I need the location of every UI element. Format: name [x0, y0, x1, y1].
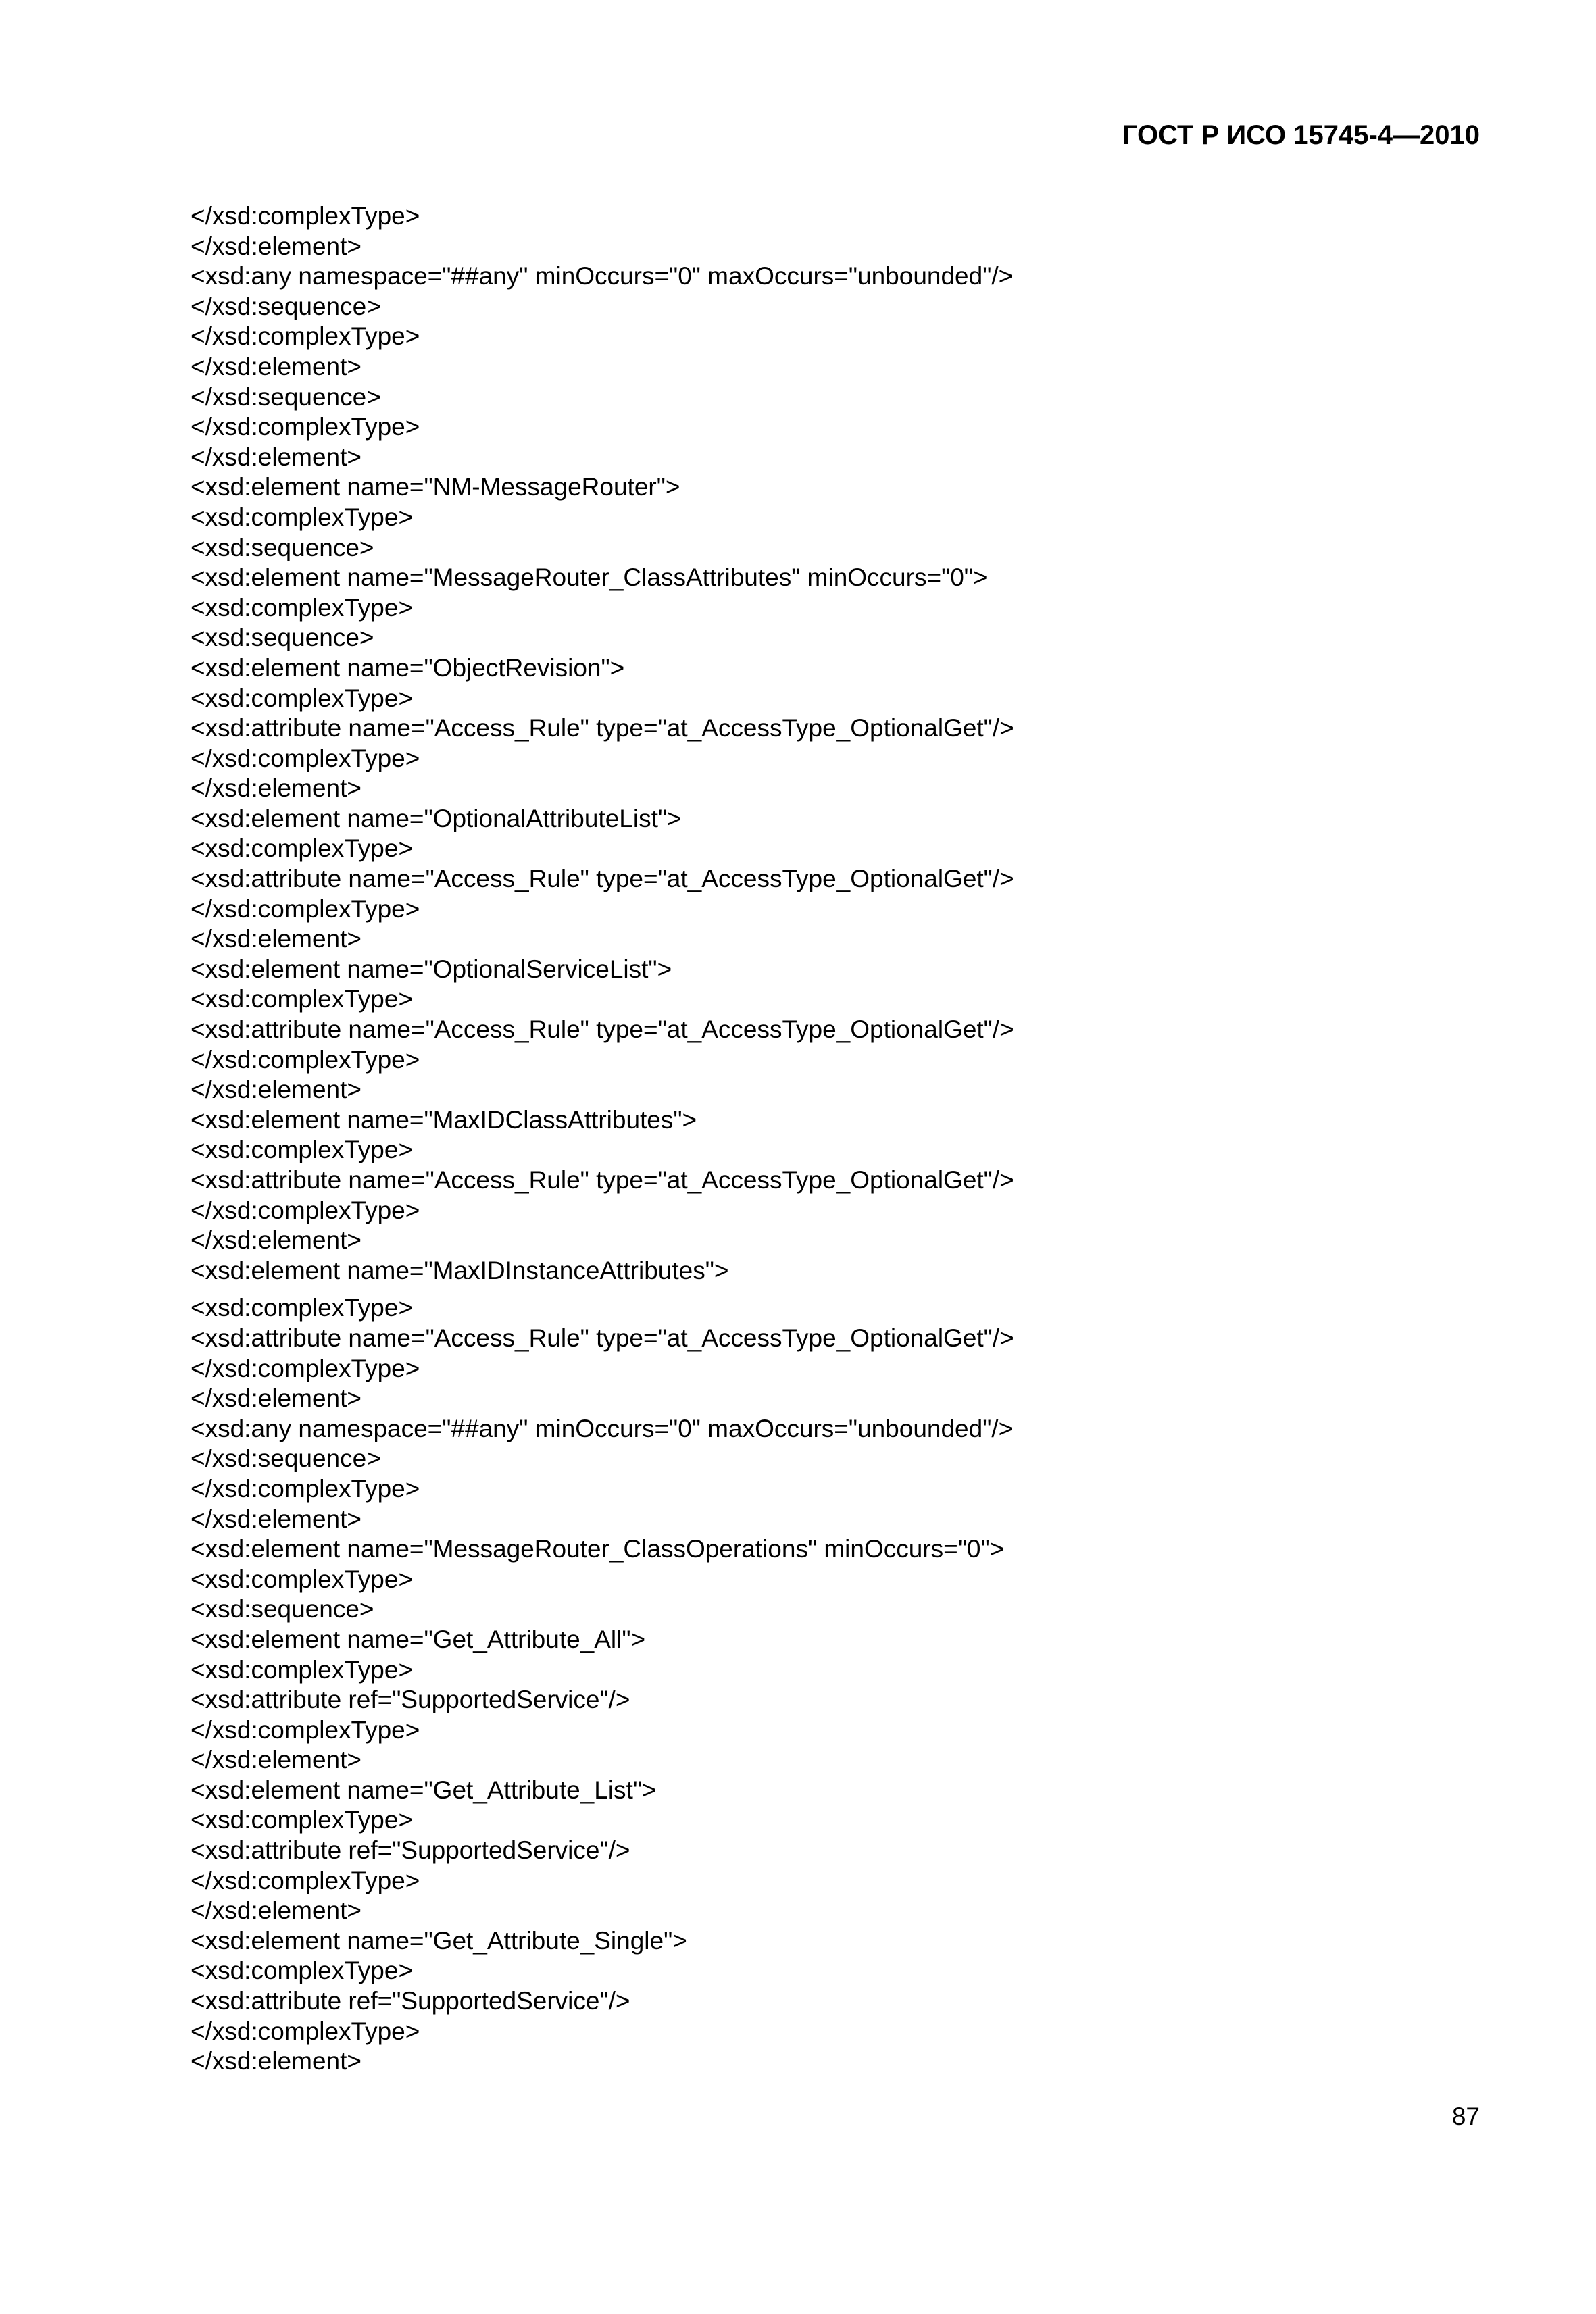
code-line: </xsd:element> [191, 925, 361, 953]
code-line: </xsd:element> [191, 1384, 361, 1413]
code-line: <xsd:sequence> [191, 1595, 374, 1624]
code-line: </xsd:complexType> [191, 1354, 420, 1382]
xsd-code-block [191, 201, 1014, 2077]
code-line: <xsd:attribute name="Access_Rule" type="at_AccessType_OptionalGet"/> [191, 865, 1014, 893]
code-line: <xsd:element name="Get_Attribute_Single"> [191, 1926, 687, 1955]
code-line: </xsd:element> [191, 2047, 361, 2076]
code-line: <xsd:attribute name="Access_Rule" type="at_AccessType_OptionalGet"/> [191, 714, 1014, 743]
code-line: <xsd:complexType> [191, 1806, 414, 1834]
code-line: </xsd:complexType> [191, 322, 420, 351]
code-line: <xsd:element name="NM-MessageRouter"> [191, 473, 680, 501]
code-line: </xsd:complexType> [191, 1866, 420, 1894]
code-line: <xsd:sequence> [191, 624, 374, 652]
code-line: </xsd:sequence> [191, 1444, 381, 1473]
code-line: <xsd:element name="MessageRouter_ClassAttributes" minOccurs="0"> [191, 563, 988, 592]
code-line: <xsd:attribute ref="SupportedService"/> [191, 1836, 630, 1865]
code-line: <xsd:element name="MessageRouter_ClassOperations" minOccurs="0"> [191, 1535, 1005, 1563]
code-line: </xsd:complexType> [191, 1474, 420, 1503]
code-line: <xsd:element name="ObjectRevision"> [191, 653, 625, 682]
code-line: </xsd:sequence> [191, 382, 381, 411]
code-line: <xsd:complexType> [191, 1957, 414, 1985]
code-line: <xsd:element name="OptionalServiceList"> [191, 955, 672, 983]
code-line: </xsd:element> [191, 1076, 361, 1104]
code-line: <xsd:element name="Get_Attribute_All"> [191, 1625, 646, 1653]
code-line: <xsd:attribute ref="SupportedService"/> [191, 1987, 630, 2015]
code-line: </xsd:complexType> [191, 202, 420, 230]
code-line: </xsd:complexType> [191, 1715, 420, 1744]
code-line: <xsd:sequence> [191, 533, 374, 561]
code-line: <xsd:complexType> [191, 985, 414, 1013]
code-line: <xsd:element name="Get_Attribute_List"> [191, 1776, 657, 1804]
code-line: </xsd:complexType> [191, 895, 420, 923]
code-line: <xsd:complexType> [191, 1136, 414, 1164]
code-line: </xsd:complexType> [191, 1045, 420, 1074]
code-line: </xsd:element> [191, 1505, 361, 1533]
code-line: <xsd:complexType> [191, 1294, 414, 1322]
code-line: <xsd:complexType> [191, 1655, 414, 1684]
code-line: <xsd:complexType> [191, 684, 414, 712]
code-line: <xsd:complexType> [191, 593, 414, 622]
code-line: <xsd:any namespace="##any" minOccurs="0" maxOccurs="unbounded"/> [191, 262, 1014, 291]
code-line: <xsd:attribute name="Access_Rule" type="at_AccessType_OptionalGet"/> [191, 1166, 1014, 1194]
code-line: </xsd:complexType> [191, 744, 420, 772]
code-line: <xsd:attribute name="Access_Rule" type="at_AccessType_OptionalGet"/> [191, 1324, 1014, 1352]
code-line: </xsd:element> [191, 352, 361, 380]
code-line: </xsd:complexType> [191, 413, 420, 441]
code-line: </xsd:element> [191, 1746, 361, 1774]
code-line: </xsd:complexType> [191, 2017, 420, 2045]
code-line: <xsd:complexType> [191, 1565, 414, 1593]
code-line: <xsd:element name="MaxIDInstanceAttributes"> [191, 1256, 729, 1284]
code-line: </xsd:complexType> [191, 1196, 420, 1224]
standard-code-header: ГОСТ Р ИСО 15745-4—2010 [1122, 120, 1480, 150]
code-line: <xsd:element name="MaxIDClassAttributes"> [191, 1105, 697, 1134]
code-line: </xsd:element> [191, 1896, 361, 1925]
code-line: </xsd:element> [191, 1226, 361, 1255]
code-line: </xsd:element> [191, 232, 361, 260]
code-line: <xsd:attribute name="Access_Rule" type="at_AccessType_OptionalGet"/> [191, 1015, 1014, 1044]
code-line: </xsd:element> [191, 443, 361, 471]
code-line: <xsd:attribute ref="SupportedService"/> [191, 1686, 630, 1714]
code-line: <xsd:element name="OptionalAttributeList"> [191, 804, 682, 832]
page-number: 87 [1451, 2103, 1480, 2130]
code-line: <xsd:any namespace="##any" minOccurs="0" maxOccurs="unbounded"/> [191, 1414, 1014, 1442]
code-line: <xsd:complexType> [191, 503, 414, 531]
code-line: <xsd:complexType> [191, 834, 414, 863]
code-line: </xsd:element> [191, 774, 361, 803]
code-line: </xsd:sequence> [191, 292, 381, 320]
